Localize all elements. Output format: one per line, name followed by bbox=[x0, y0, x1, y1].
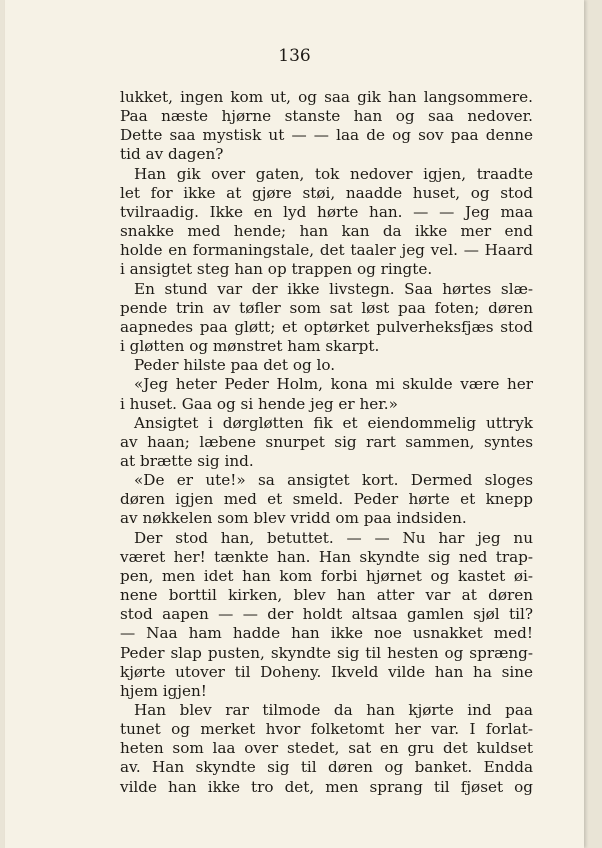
text-line: stod aapen — — der holdt altsaa gamlen sjøl til? bbox=[120, 605, 533, 624]
text-line: av haan; læbene snurpet sig rart sammen, syntes bbox=[120, 432, 533, 451]
book-page bbox=[5, 0, 584, 848]
text-line: Han blev rar tilmode da han kjørte ind paa bbox=[134, 701, 533, 719]
text-line: at brætte sig ind. bbox=[120, 451, 254, 470]
text-line: i huset. Gaa og si hende jeg er her.» bbox=[120, 394, 398, 413]
text-line: pende trin av tøfler som sat løst paa foten; døren bbox=[120, 298, 533, 317]
text-line: snakke med hende; han kan da ikke mer end bbox=[120, 222, 533, 241]
text-line: tid av dagen? bbox=[120, 145, 224, 164]
text-line: Dette saa mystisk ut — — laa de og sov paa denne bbox=[120, 126, 533, 145]
text-line: Paa næste hjørne stanste han og saa nedover. bbox=[120, 107, 533, 126]
text-line: let for ikke at gjøre støi, naadde huset, og stod bbox=[120, 183, 533, 202]
text-line: i gløtten og mønstret ham skarpt. bbox=[120, 337, 380, 356]
text-line: kjørte utover til Doheny. Ikveld vilde han ha sine bbox=[120, 662, 533, 681]
text-line: været her! tænkte han. Han skyndte sig ned trap- bbox=[120, 547, 533, 566]
text-line: — Naa ham hadde han ikke noe usnakket med! bbox=[120, 624, 533, 643]
text-line: hjem igjen! bbox=[120, 681, 207, 700]
text-line: lukket, ingen kom ut, og saa gik han langsommere. bbox=[120, 88, 533, 106]
text-line: aapnedes paa gløtt; et optørket pulverheksfjæs stod bbox=[120, 317, 533, 336]
text-line: vilde han ikke tro det, men sprang til fjøset og bbox=[120, 777, 533, 796]
body-text bbox=[120, 88, 533, 797]
text-line: Han gik over gaten, tok nedover igjen, traadte bbox=[134, 164, 533, 183]
text-line: tvilraadig. Ikke en lyd hørte han. — — Jeg maa bbox=[120, 202, 533, 221]
page-number: 136 bbox=[278, 46, 311, 66]
text-line: av nøkkelen som blev vridd om paa indsiden. bbox=[120, 509, 467, 528]
text-line: tunet og merket hvor folketomt her var. I forlat- bbox=[120, 720, 533, 739]
text-line: nene borttil kirken, blev han atter var at døren bbox=[120, 586, 533, 605]
text-line: Peder hilste paa det og lo. bbox=[134, 356, 336, 375]
text-line: av. Han skyndte sig til døren og banket. Endda bbox=[120, 758, 533, 777]
text-line: «De er ute!» sa ansigtet kort. Dermed sloges bbox=[134, 471, 533, 490]
text-line: pen, men idet han kom forbi hjørnet og kastet øi- bbox=[120, 566, 533, 585]
text-line: heten som laa over stedet, sat en gru det kuldset bbox=[120, 739, 533, 758]
text-line: En stund var der ikke livstegn. Saa hørtes slæ- bbox=[134, 279, 533, 298]
text-line: Ansigtet i dørgløtten fik et eiendommelig uttryk bbox=[134, 413, 533, 432]
text-line: «Jeg heter Peder Holm, kona mi skulde være her bbox=[134, 375, 533, 394]
text-line: i ansigtet steg han op trappen og ringte. bbox=[120, 260, 433, 279]
text-line: døren igjen med et smeld. Peder hørte et knepp bbox=[120, 490, 533, 509]
text-line: holde en formaningstale, det taaler jeg vel. — Haard bbox=[120, 241, 533, 260]
text-line: Peder slap pusten, skyndte sig til hesten og spræng- bbox=[120, 643, 533, 662]
text-line: Der stod han, betuttet. — — Nu har jeg nu bbox=[134, 528, 533, 547]
